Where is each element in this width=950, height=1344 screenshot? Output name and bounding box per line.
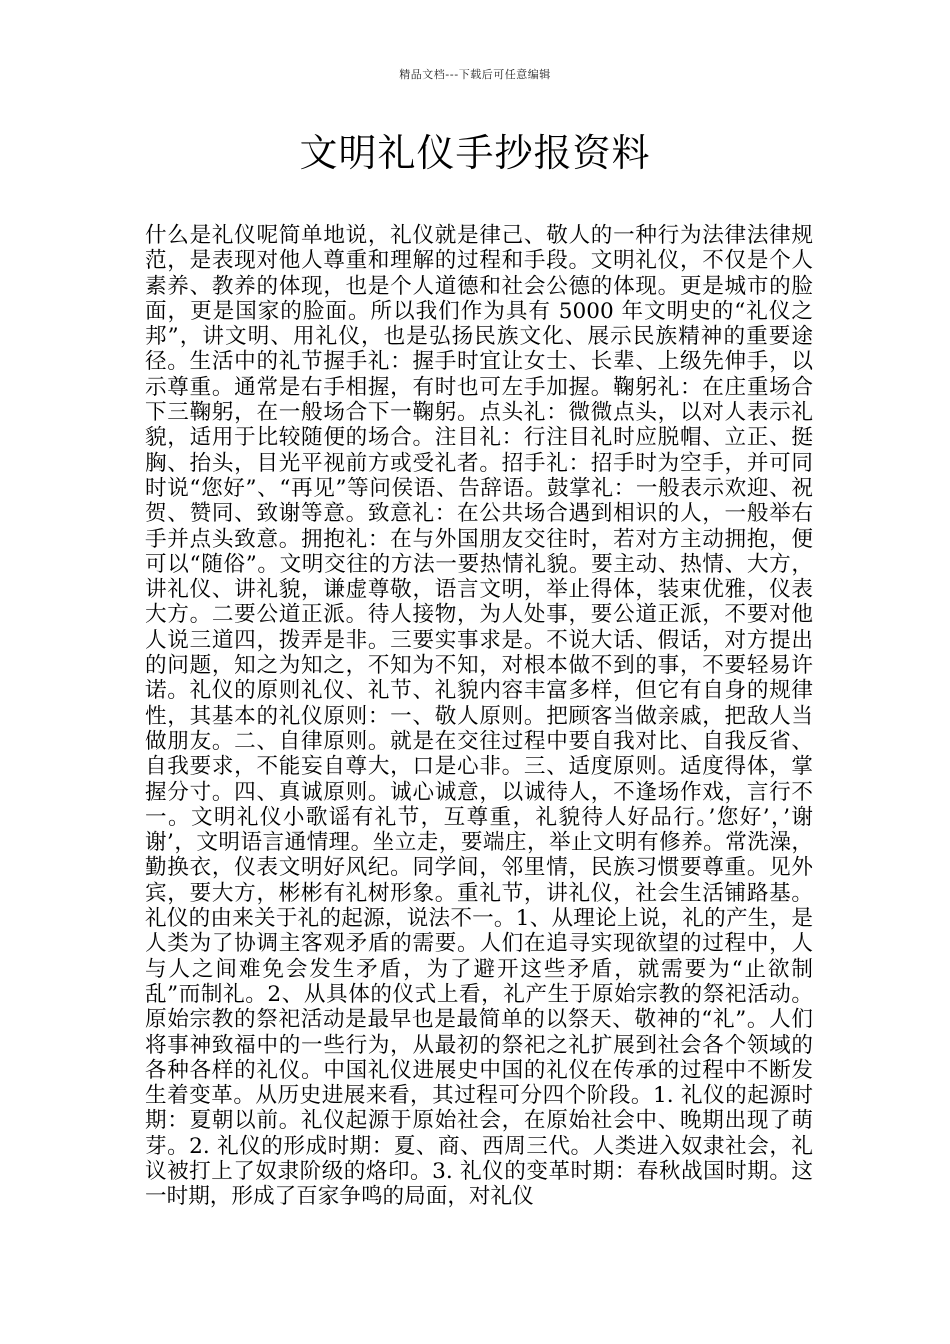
page-title: 文明礼仪手抄报资料 — [299, 131, 651, 175]
body-paragraph: 什么是礼仪呢简单地说，礼仪就是律己、敬人的一种行为法律法律规范，是表现对他人尊重和理解的过程和手段。文明礼仪，不仅是个人素养、教养的体现，也是个人道德和社会公德的体现。更是城市的脸面，更是国家的脸面。所以我们作为具有 5000 年文明史的“礼仪之邦”，讲文明、用礼仪，也是弘扬民族文化、展示民族精神的重要途径。生活中的礼节握手礼：握手时宜让女士、长辈、上级先伸手，以示尊重。通常是右手相握，有时也可左手加握。鞠躬礼：在庄重场合下三鞠躬，在一般场合下一鞠躬。点头礼：微微点头，以对人表示礼貌，适用于比较随便的场合。注目礼：行注目礼时应脱帽、立正、挺胸、抬头，目光平视前方或受礼者。招手礼：招手时为空手，并可同时说“您好”、“再见”等问侯语、告辞语。鼓掌礼：一般表示欢迎、祝贺、赞同、致谢等意。致意礼：在公共场合遇到相识的人，一般举右手并点头致意。拥抱礼：在与外国朋友交往时，若对方主动拥抱，便可以“随俗”。文明交往的方法一要热情礼貌。要主动、热情、大方，讲礼仪、讲礼貌，谦虚尊敬，语言文明，举止得体，装束优雅，仪表大方。二要公道正派。待人接物，为人处事，要公道正派，不要对他人说三道四，拨弄是非。三要实事求是。不说大话、假话，对方提出的问题，知之为知之，不知为不知，对根本做不到的事，不要轻易许诺。礼仪的原则礼仪、礼节、礼貌内容丰富多样，但它有自身的规律性，其基本的礼仪原则：一、敬人原则。把顾客当做亲戚，把敌人当做朋友。二、自律原则。就是在交往过程中要自我对比、自我反省、自我要求，不能妄自尊大，口是心非。三、适度原则。适度得体，掌握分寸。四、真诚原则。诚心诚意，以诚待人，不逢场作戏，言行不一。文明礼仪小歌谣有礼节，互尊重，礼貌待人好品行。’您好’，’谢谢’，文明语言通情理。坐立走，要端庄，举止文明有修养。常洗澡，勤换衣，仪表文明好风纪。同学间，邻里情，民族习惯要尊重。见外宾，要大方，彬彬有礼树形象。重礼节，讲礼仪，社会生活铺路基。礼仪的由来关于礼的起源，说法不一。1、从理论上说，礼的产生，是人类为了协调主客观矛盾的需要。人们在追寻实现欲望的过程中，人与人之间难免会发生矛盾，为了避开这些矛盾，就需要为“止欲制乱”而制礼。2、从具体的仪式上看，礼产生于原始宗教的祭祀活动。原始宗教的祭祀活动是最早也是最简单的以祭天、敬神的“礼”。人们将事神致福中的一些行为，从最初的祭祀之礼扩展到社会各个领域的各种各样的礼仪。中国礼仪进展史中国的礼仪在传承的过程中不断发生着变革。从历史进展来看，其过程可分四个阶段。1. 礼仪的起源时期：夏朝以前。礼仪起源于原始社会，在原始社会中、晚期出现了萌芽。2. 礼仪的形成时期：夏、商、西周三代。人类进入奴隶社会，礼议被打上了奴隶阶级的烙印。3. 礼仪的变革时期：春秋战国时期。这一时期，形成了百家争鸣的局面，对礼仪 — [145, 223, 813, 1210]
header-note: 精品文档---下载后可任意编辑 — [399, 68, 551, 81]
